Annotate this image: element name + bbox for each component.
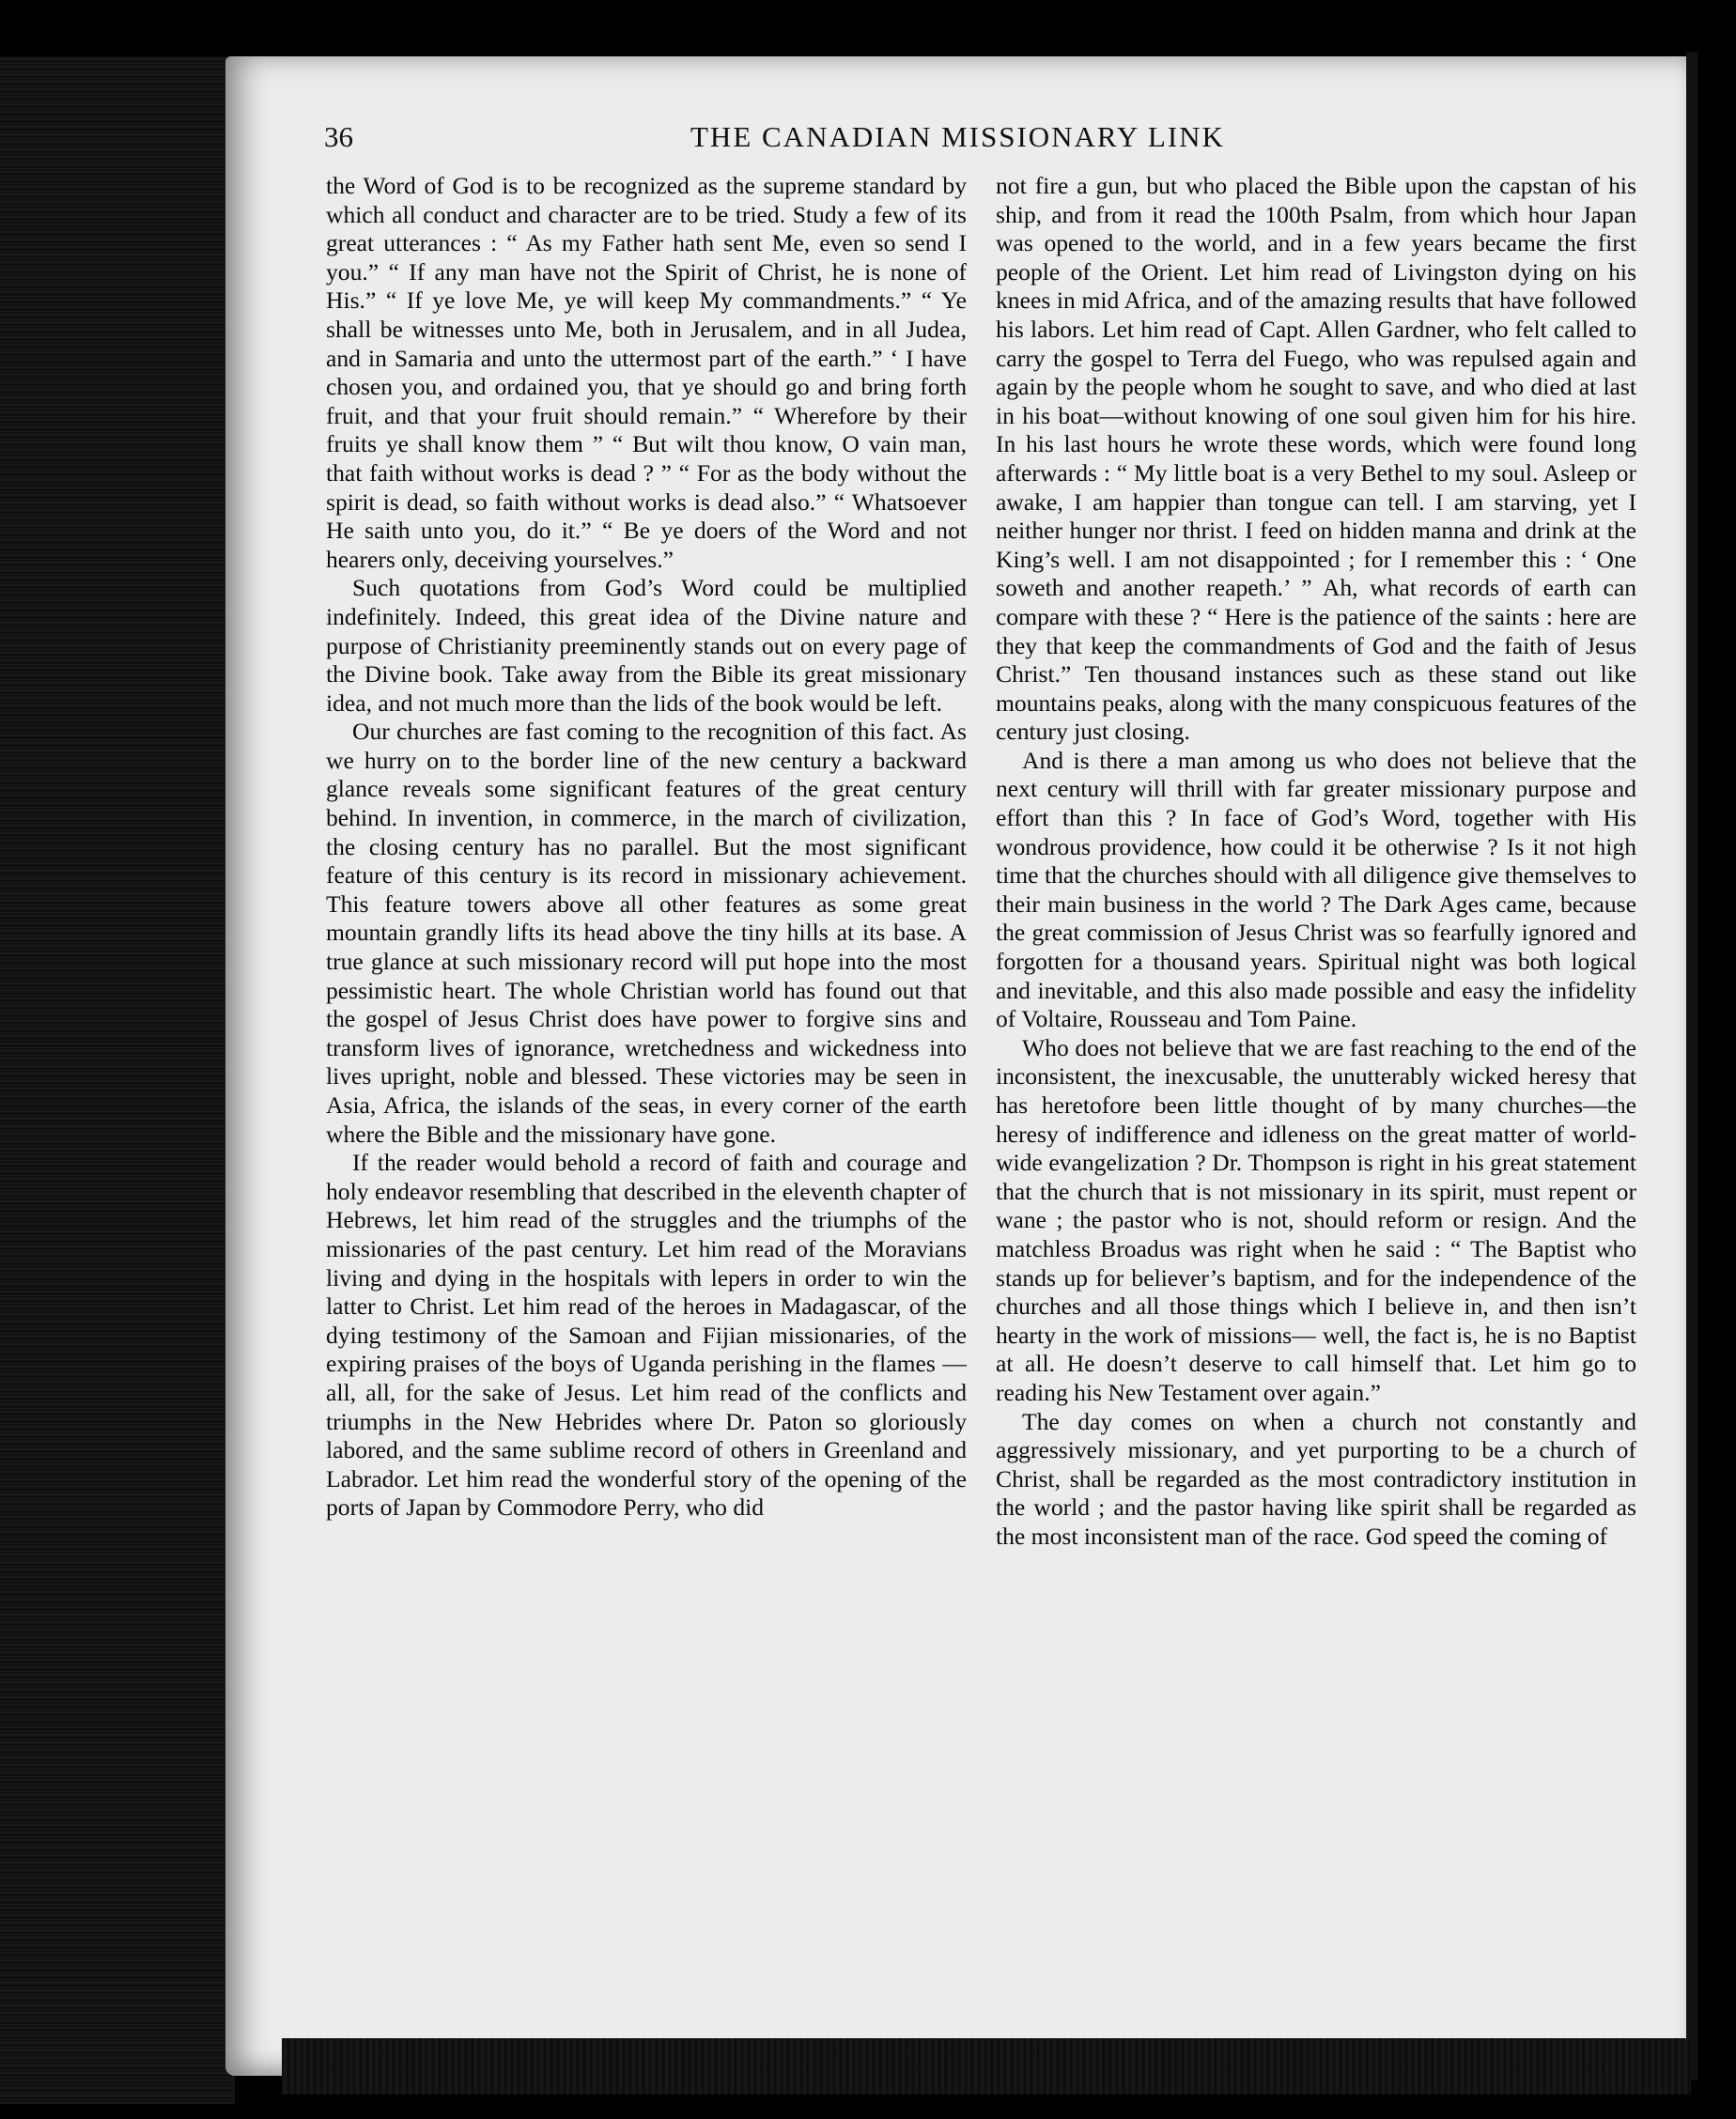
book-fore-edge — [0, 56, 235, 2104]
page-gutter-shadow — [1686, 52, 1697, 2080]
running-title: THE CANADIAN MISSIONARY LINK — [690, 120, 1225, 153]
left-column — [326, 172, 967, 1523]
book-bottom-edge — [282, 2038, 1691, 2095]
paragraph: not fire a gun, but who placed the Bible upon the capstan of his ship, and from it read the 100th Psalm, from which hour Japan was opened to the world, and in a few years became the first people of the Orient. Let him read of Livingston dying on his knees in mid Africa, and of the amazing results that have followed his labors. Let him read of Capt. Allen Gardner, who felt called to carry the gospel to Terra del Fuego, who was repulsed again and again by the people whom he sought to save, and who died at last in his boat—without knowing of one soul given him for his hire. In his last hours he wrote these words, which were found long afterwards : “ My little boat is a very Bethel to my soul. Asleep or awake, I am happier than tongue can tell. I am starving, yet I neither hunger nor thrist. I feed on hidden manna and drink at the King’s well. I am not disappointed ; for I remember this : ‘ One soweth and another reapeth.’ ” Ah, what records of earth can compare with these ? “ Here is the patience of the saints : here are they that keep the commandments of God and the faith of Jesus Christ.” Ten thousand instances such as these stand out like mountains peaks, along with the many conspicuous features of the century just closing. — [996, 172, 1636, 746]
paragraph: And is there a man among us who does not believe that the next century will thrill with far greater missionary purpose and effort than this ? In face of God’s Word, together with His wondrous providence, how could it be otherwise ? Is it not high time that the churches should with all diligence give themselves to their main business in the world ? The Dark Ages came, because the great commission of Jesus Christ was so fearfully ignored and forgotten for a thousand years. Spiritual night was both logical and inevitable, and this also made possible and easy the infidelity of Voltaire, Rousseau and Tom Paine. — [996, 746, 1636, 1033]
paragraph: Who does not believe that we are fast reaching to the end of the inconsistent, the inexcusable, the unutterably wicked heresy that has heretofore been little thought of by many churches—the heresy of indifference and idleness on the great matter of world-wide evangelization ? Dr. Thompson is right in his great statement that the church that is not missionary in its spirit, must repent or wane ; the pastor who is not, should reform or resign. And the matchless Broadus was right when he said : “ The Baptist who stands up for believer’s baptism, and for the independence of the churches and all those things which I believe in, and then isn’t hearty in the work of missions— well, the fact is, he is no Baptist at all. He doesn’t deserve to call himself that. Let him go to reading his New Testament over again.” — [996, 1033, 1636, 1406]
paragraph: Our churches are fast coming to the recognition of this fact. As we hurry on to the border line of the new century a backward glance reveals some significant features of the great century behind. In invention, in commerce, in the march of civilization, the closing century has no parallel. But the most significant feature of this century is its record in missionary achievement. This feature towers above all other features as some great mountain grandly lifts its head above the tiny hills at its base. A true glance at such missionary record will put hope into the most pessimistic heart. The whole Christian world has found out that the gospel of Jesus Christ does have power to forgive sins and transform lives of ignorance, wretchedness and wickedness into lives upright, noble and blessed. These victories may be seen in Asia, Africa, the islands of the seas, in every corner of the earth where the Bible and the missionary have gone. — [326, 718, 967, 1148]
paragraph: The day comes on when a church not constantly and aggressively missionary, and yet purporting to be a church of Christ, shall be regarded as the most contradictory institution in the world ; and the pastor having like spirit shall be regarded as the most inconsistent man of the race. God speed the coming of — [996, 1407, 1636, 1550]
paragraph: If the reader would behold a record of faith and courage and holy endeavor resembling that described in the eleventh chapter of Hebrews, let him read of the struggles and the triumphs of the missionaries of the past century. Let him read of the Moravians living and dying in the hospitals with lepers in order to win the latter to Christ. Let him read of the heroes in Madagascar, of the dying testimony of the Samoan and Fijian missionaries, of the expiring praises of the boys of Uganda perishing in the flames —all, all, for the sake of Jesus. Let him read of the conflicts and triumphs in the New Hebrides where Dr. Paton so gloriously labored, and the same sublime record of others in Greenland and Labrador. Let him read the wonderful story of the opening of the ports of Japan by Commodore Perry, who did — [326, 1149, 967, 1522]
right-column — [996, 172, 1636, 1552]
page-number: 36 — [324, 120, 353, 153]
paragraph: the Word of God is to be recognized as the supreme standard by which all conduct and character are to be tried. Study a few of its great utterances : “ As my Father hath sent Me, even so send I you.” “ If any man have not the Spirit of Christ, he is none of His.” “ If ye love Me, ye will keep My commandments.” “ Ye shall be witnesses unto Me, both in Jerusalem, and in all Judea, and in Samaria and unto the uttermost part of the earth.” ‘ I have chosen you, and ordained you, that ye should go and bring forth fruit, and that your fruit should remain.” “ Wherefore by their fruits ye shall know them ” “ But wilt thou know, O vain man, that faith without works is dead ? ” “ For as the body without the spirit is dead, so faith without works is dead also.” “ Whatsoever He saith unto you, do it.” “ Be ye doers of the Word and not hearers only, deceiving yourselves.” — [326, 172, 967, 573]
page-header — [324, 120, 1635, 162]
paragraph: Such quotations from God’s Word could be multiplied indefinitely. Indeed, this great idea of the Divine nature and purpose of Christianity preeminently stands out on every page of the Divine book. Take away from the Bible its great missionary idea, and not much more than the lids of the book would be left. — [326, 574, 967, 717]
